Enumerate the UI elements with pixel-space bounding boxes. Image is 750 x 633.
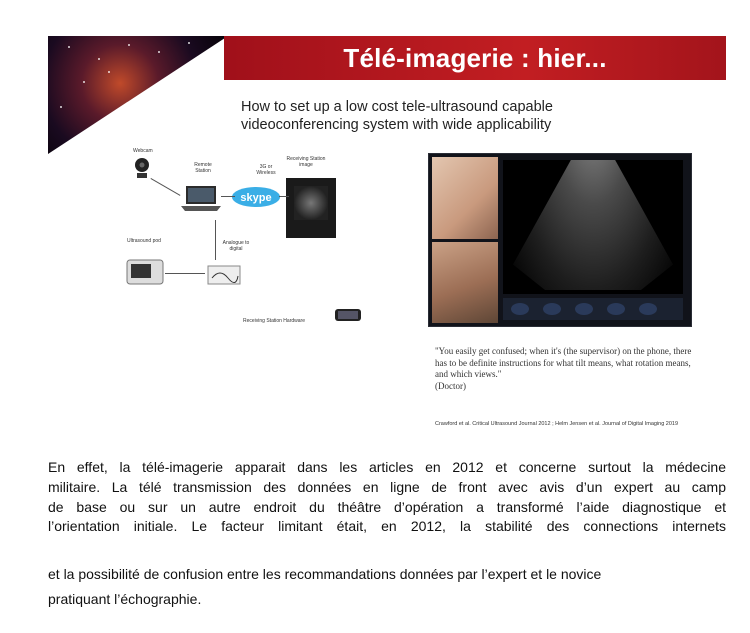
ultrasound-image-thumb [286,178,336,238]
paragraph-1 [48,458,726,537]
slide-subtitle: How to set up a low cost tele-ultrasound capable videoconferencing system with wide applicability [241,99,553,133]
citation: Crawford et al. Critical Ultrasound Journal 2012 ; Helm Jensen et al. Journal of Digital Imaging 2019 [435,421,679,427]
doctor-quote: "You easily get confused; when it's (the supervisor) on the phone, there has to be definite instructions for what tilt means, what rotation means, and which views." (Doctor) [435,346,692,391]
phone-icon [333,306,363,324]
slide-title: Télé-imagerie : hier... [343,43,607,73]
title-bar [224,36,726,80]
analogue-label: Analogue to digital [222,240,250,252]
remote-station-label: Remote Station [194,162,212,174]
converter-icon [206,262,242,288]
setup-diagram [123,148,423,336]
ultrasound-pod-label: Ultrasound pod [127,238,161,244]
wireless-label: 3G or Wireless [256,164,276,176]
webcam-icon [131,156,153,180]
hardware-label: Receiving Station Hardware [243,318,305,324]
patient-photo [432,242,498,323]
paragraph-line: l’orientation initiale. Le facteur limitant était, en 2012, la stabilité des connections internets [48,518,726,535]
slide [48,36,726,438]
ultrasound-controls [503,298,683,320]
ultrasound-monitor-image [428,153,692,327]
receiving-image-label: Receiving Station image [286,156,326,168]
patient-photo [432,157,498,239]
galaxy-image [48,36,228,154]
ultrasound-pod-icon [125,258,165,288]
paragraph-line: En effet, la télé-imagerie apparait dans les articles en 2012 et concerne surtout la médecine [48,459,726,475]
paragraph-line: pratiquant l’échographie. [48,591,202,607]
laptop-icon [181,184,221,212]
webcam-label: Webcam [133,148,153,154]
paragraph-line: militaire. La télé transmission des données en ligne de front avec avis d’un expert au camp [48,478,726,495]
skype-logo [231,186,281,208]
svg-text:skype: skype [240,192,272,204]
paragraph-line: de base ou sur un autre endroit du théâtre d’opération a transformé l’aide diagnostique et [48,498,726,515]
paragraph-2 [48,562,728,612]
paragraph-line: et la possibilité de confusion entre les recommandations données par l’expert et le novice [48,566,602,582]
ultrasound-view [503,160,683,294]
